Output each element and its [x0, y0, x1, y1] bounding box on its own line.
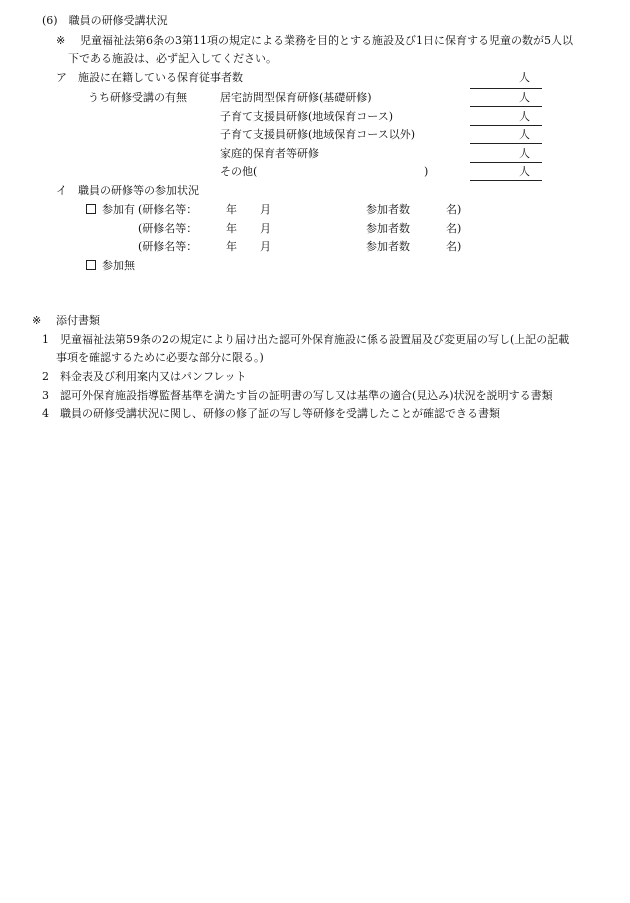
training-item-4-unit: 人	[519, 147, 530, 160]
attachment-3-line1: 認可外保育施設指導監督基準を満たす旨の証明書の写し又は基準の適合(見込み)状況を説明する書類	[60, 389, 553, 402]
training-label: うち研修受講の有無	[88, 91, 187, 104]
participation-yes-row	[86, 203, 135, 217]
attachment-3-num: 3	[42, 389, 49, 402]
section-heading: (6) 職員の研修受講状況	[42, 14, 168, 27]
training-item-other-close: )	[424, 165, 429, 178]
participation-yes-checkbox[interactable]	[86, 204, 96, 214]
training-item-3-field[interactable]	[470, 143, 542, 144]
attachment-4-num: 4	[42, 407, 49, 420]
training-name-1: (研修名等：	[138, 203, 198, 216]
staff-count-field[interactable]	[470, 88, 542, 89]
participation-no-checkbox[interactable]	[86, 260, 96, 270]
year-2: 年	[226, 222, 237, 235]
staff-count-unit: 人	[519, 71, 530, 84]
attachments-mark: ※	[32, 314, 42, 327]
training-item-1: 居宅訪問型保育研修(基礎研修)	[220, 91, 372, 104]
training-item-4: 家庭的保育者等研修	[220, 147, 319, 160]
participation-no-row	[86, 259, 135, 273]
year-1: 年	[226, 203, 237, 216]
training-item-2: 子育て支援員研修(地域保育コース)	[220, 110, 394, 123]
note-line-1: 児童福祉法第6条の3第11項の規定による業務を目的とする施設及び1日に保育する児童の数が5人以	[80, 34, 573, 47]
attachment-2-line1: 料金表及び利用案内又はパンフレット	[60, 370, 247, 383]
training-item-other-field[interactable]	[470, 180, 542, 181]
participants-3: 参加者数	[366, 240, 410, 253]
participants-2: 参加者数	[366, 222, 410, 235]
participants-1: 参加者数	[366, 203, 410, 216]
participation-label: イ 職員の研修等の参加状況	[56, 184, 199, 197]
note-line-2: 下である施設は、必ず記入してください。	[68, 52, 277, 65]
persons-close-1: 名)	[446, 203, 462, 216]
attachment-4-line1: 職員の研修受講状況に関し、研修の修了証の写し等研修を受講したことが確認できる書類	[60, 407, 500, 420]
training-item-1-unit: 人	[519, 91, 530, 104]
training-item-1-field[interactable]	[470, 106, 542, 107]
participation-no-label: 参加無	[102, 259, 135, 272]
attachment-1-num: 1	[42, 333, 49, 346]
attachments-heading: 添付書類	[56, 314, 100, 327]
month-3: 月	[260, 240, 271, 253]
training-name-2: (研修名等：	[138, 222, 198, 235]
training-item-2-field[interactable]	[470, 125, 542, 126]
attachment-2-num: 2	[42, 370, 49, 383]
training-name-3: (研修名等：	[138, 240, 198, 253]
note-mark: ※	[56, 34, 66, 47]
year-3: 年	[226, 240, 237, 253]
month-2: 月	[260, 222, 271, 235]
persons-close-2: 名)	[446, 222, 462, 235]
training-item-4-field[interactable]	[470, 162, 542, 163]
training-item-other-unit: 人	[519, 165, 530, 178]
attachment-1-line1: 児童福祉法第59条の2の規定により届け出た認可外保育施設に係る設置届及び変更届の写し(上記の記載	[60, 333, 570, 346]
attachment-1-line2: 事項を確認するために必要な部分に限る。)	[56, 351, 264, 364]
persons-close-3: 名)	[446, 240, 462, 253]
month-1: 月	[260, 203, 271, 216]
training-item-2-unit: 人	[519, 110, 530, 123]
training-item-3: 子育て支援員研修(地域保育コース以外)	[220, 128, 416, 141]
staff-count-label: ア 施設に在籍している保育従事者数	[56, 71, 243, 84]
training-item-other: その他(	[220, 165, 258, 178]
participation-yes-label: 参加有	[102, 203, 135, 216]
training-item-3-unit: 人	[519, 128, 530, 141]
